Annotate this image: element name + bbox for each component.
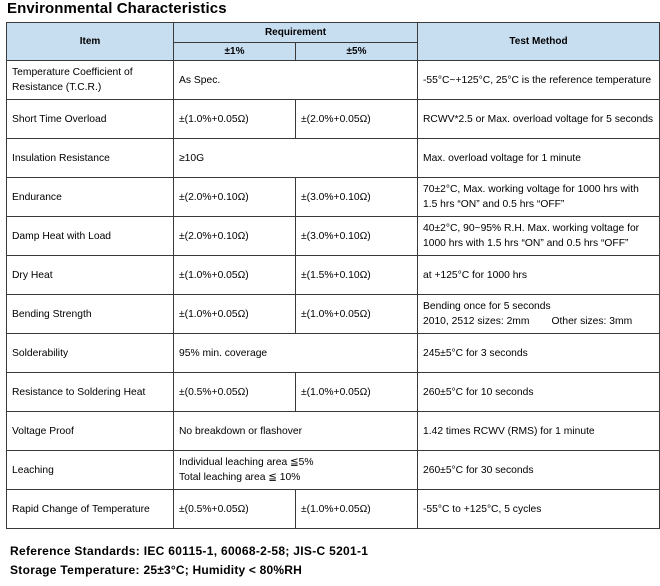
storage-temperature	[10, 563, 302, 577]
row-requirement-line1: Individual leaching area ≦5%	[179, 457, 314, 468]
row-item: Leaching	[7, 451, 174, 490]
row-requirement-5pct: ±(1.0%+0.05Ω)	[296, 490, 418, 529]
row-requirement-1pct: ±(1.0%+0.05Ω)	[174, 295, 296, 334]
row-requirement-1pct: ±(1.0%+0.05Ω)	[174, 100, 296, 139]
table-row	[7, 100, 660, 139]
table-row	[7, 334, 660, 373]
header-test-method: Test Method	[418, 23, 660, 61]
row-test-method-sizes-b: Other sizes: 3mm	[551, 316, 633, 327]
row-item: Temperature Coefficient of Resistance (T.C.R.)	[7, 61, 174, 100]
row-test-method: Max. overload voltage for 1 minute	[418, 139, 660, 178]
row-requirement: No breakdown or flashover	[174, 412, 418, 451]
row-requirement-1pct: ±(2.0%+0.10Ω)	[174, 217, 296, 256]
row-requirement-5pct: ±(3.0%+0.10Ω)	[296, 178, 418, 217]
reference-standards	[10, 544, 368, 558]
table-row	[7, 217, 660, 256]
header-requirement: Requirement	[174, 23, 418, 43]
row-requirement-5pct: ±(3.0%+0.10Ω)	[296, 217, 418, 256]
row-item: Resistance to Soldering Heat	[7, 373, 174, 412]
table-row	[7, 490, 660, 529]
row-test-method: 70±2°C, Max. working voltage for 1000 hrs with 1.5 hrs “ON” and 0.5 hrs “OFF”	[418, 178, 660, 217]
table-row	[7, 178, 660, 217]
row-test-method: RCWV*2.5 or Max. overload voltage for 5 seconds	[418, 100, 660, 139]
row-item: Bending Strength	[7, 295, 174, 334]
row-item: Endurance	[7, 178, 174, 217]
row-test-method: 245±5°C for 3 seconds	[418, 334, 660, 373]
row-item: Dry Heat	[7, 256, 174, 295]
header-item: Item	[7, 23, 174, 61]
reference-standards-value: IEC 60115-1, 60068-2-58; JIS-C 5201-1	[143, 544, 369, 558]
row-test-method: -55°C to +125°C, 5 cycles	[418, 490, 660, 529]
row-test-method: 1.42 times RCWV (RMS) for 1 minute	[418, 412, 660, 451]
table-row	[7, 139, 660, 178]
table-row	[7, 295, 660, 334]
row-requirement-1pct: ±(0.5%+0.05Ω)	[174, 373, 296, 412]
row-requirement-1pct: ±(2.0%+0.10Ω)	[174, 178, 296, 217]
row-requirement-5pct: ±(1.0%+0.05Ω)	[296, 295, 418, 334]
row-item: Insulation Resistance	[7, 139, 174, 178]
table-row	[7, 373, 660, 412]
row-requirement-line2: Total leaching area ≦ 10%	[179, 472, 301, 483]
row-requirement-5pct: ±(1.0%+0.05Ω)	[296, 373, 418, 412]
row-test-method	[418, 295, 660, 334]
row-item: Rapid Change of Temperature	[7, 490, 174, 529]
table-row	[7, 412, 660, 451]
header-tolerance-1pct: ±1%	[174, 43, 296, 61]
row-test-method-line1: Bending once for 5 seconds	[423, 301, 551, 312]
table-row	[7, 256, 660, 295]
row-test-method: 260±5°C for 30 seconds	[418, 451, 660, 490]
row-requirement	[174, 451, 418, 490]
row-test-method: 40±2°C, 90~95% R.H. Max. working voltage for 1000 hrs with 1.5 hrs “ON” and 0.5 hrs “OFF”	[418, 217, 660, 256]
row-requirement: ≥10G	[174, 139, 418, 178]
row-test-method: at +125°C for 1000 hrs	[418, 256, 660, 295]
row-requirement-1pct: ±(0.5%+0.05Ω)	[174, 490, 296, 529]
storage-temperature-value: 25±3°C; Humidity < 80%RH	[143, 563, 303, 577]
row-requirement-5pct: ±(1.5%+0.10Ω)	[296, 256, 418, 295]
row-requirement: As Spec.	[174, 61, 418, 100]
table-row	[7, 451, 660, 490]
row-requirement: 95% min. coverage	[174, 334, 418, 373]
row-test-method-line2	[423, 314, 654, 329]
row-item: Short Time Overload	[7, 100, 174, 139]
row-requirement-5pct: ±(2.0%+0.05Ω)	[296, 100, 418, 139]
row-item: Voltage Proof	[7, 412, 174, 451]
row-requirement-1pct: ±(1.0%+0.05Ω)	[174, 256, 296, 295]
environmental-characteristics-table	[6, 22, 660, 529]
storage-temperature-label: Storage Temperature:	[10, 563, 140, 577]
page-title: Environmental Characteristics	[7, 0, 227, 17]
reference-standards-label: Reference Standards:	[10, 544, 141, 558]
row-test-method: -55°C~+125°C, 25°C is the reference temperature	[418, 61, 660, 100]
row-test-method-sizes-a: 2010, 2512 sizes: 2mm	[423, 316, 530, 327]
row-item: Solderability	[7, 334, 174, 373]
row-item: Damp Heat with Load	[7, 217, 174, 256]
table-row	[7, 61, 660, 100]
header-tolerance-5pct: ±5%	[296, 43, 418, 61]
row-test-method: 260±5°C for 10 seconds	[418, 373, 660, 412]
